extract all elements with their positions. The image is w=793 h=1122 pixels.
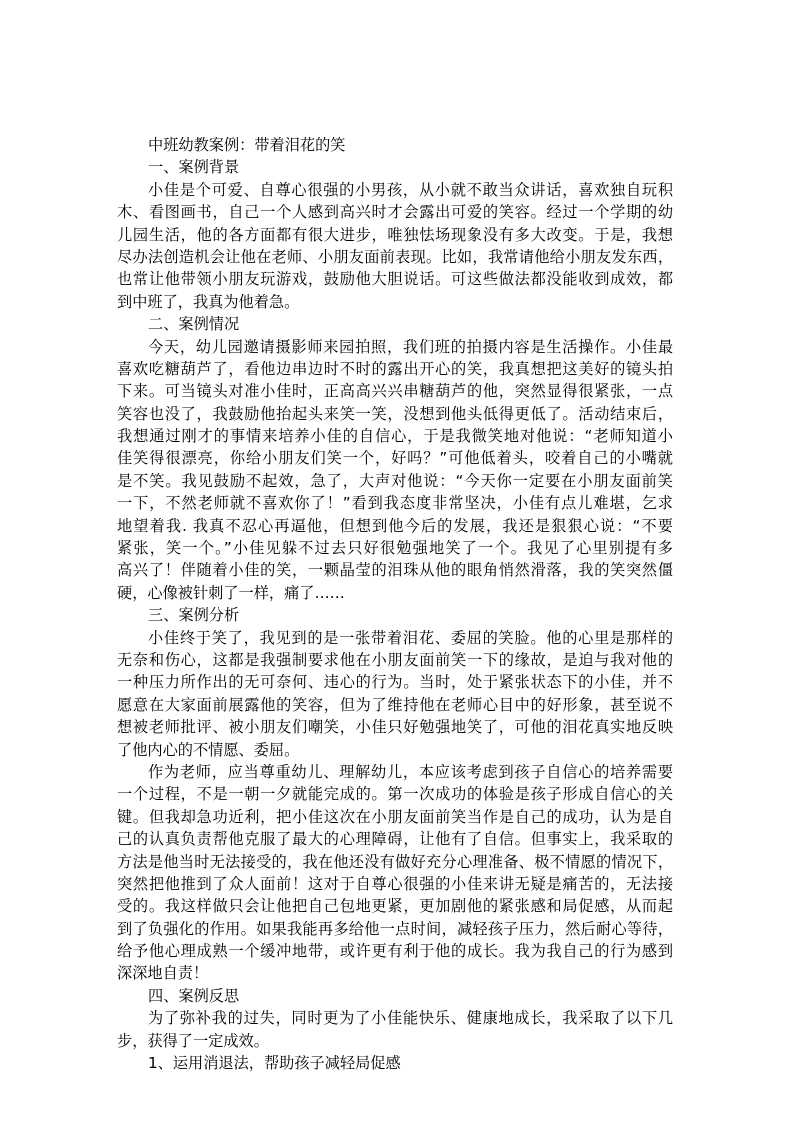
paragraph-line: 步，获得了一定成效。 [117,1031,269,1050]
paragraph-line: 无奈和伤心，这都是我强制要求他在小朋友面前笑一下的缘故，是迫与我对他的 [117,650,673,669]
document-body [117,134,673,1074]
paragraph-line: 尽办法创造机会让他在老师、小朋友面前表现。比如，我常请他给小朋友发东西， [117,247,673,266]
paragraph-line: 己的认真负责帮他克服了最大的心理障碍，让他有了自信。但事实上，我采取的 [117,830,673,849]
paragraph-line: 一下，不然老师就不喜欢你了！”看到我态度非常坚决，小佳有点儿难堪，乞求 [117,494,673,513]
paragraph-line: 给予他心理成熟一个缓冲地带，或许更有利于他的成长。我为我自己的行为感到 [117,942,673,961]
paragraph-line: 高兴了！伴随着小佳的笑，一颗晶莹的泪珠从他的眼角悄然滑落，我的笑突然僵 [117,561,673,580]
paragraph-line: 紧张，笑一个。”小佳见躲不过去只好很勉强地笑了一个。我见了心里别提有多 [117,539,673,558]
paragraph-line: 笑容也没了，我鼓励他抬起头来笑一笑，没想到他头低得更低了。活动结束后， [117,404,673,423]
section-heading-analysis: 三、案例分析 [148,606,240,625]
paragraph-line: 我想通过刚才的事情来培养小佳的自信心，于是我微笑地对他说：“老师知道小 [117,427,673,446]
paragraph-line: 是不笑。我见鼓励不起效，急了，大声对他说：“今天你一定要在小朋友面前笑 [117,471,673,490]
section-heading-reflection: 四、案例反思 [148,986,240,1005]
paragraph-line: 作为老师，应当尊重幼儿、理解幼儿，本应该考虑到孩子自信心的培养需要 [148,762,673,781]
paragraph-line: 想被老师批评、被小朋友们嘲笑，小佳只好勉强地笑了，可他的泪花真实地反映 [117,718,673,737]
paragraph-line: 受的。我这样做只会让他把自己包地更紧，更加剧他的紧张感和局促感，从而起 [117,897,673,916]
paragraph-line: 下来。可当镜头对准小佳时，正高高兴兴串糖葫芦的他，突然显得很紧张，一点 [117,382,673,401]
document-title: 中班幼教案例：带着泪花的笑 [148,136,346,154]
section-heading-background: 一、案例背景 [148,158,240,177]
paragraph-line: 也常让他带领小朋友玩游戏，鼓励他大胆说话。可这些做法都没能收到成效，都 [117,270,673,289]
paragraph-line: 一种压力所作出的无可奈何、违心的行为。当时，处于紧张状态下的小佳，并不 [117,673,673,692]
paragraph-line: 到中班了，我真为他着急。 [117,292,300,311]
paragraph-line: 佳笑得很漂亮，你给小朋友们笑一个，好吗？”可他低着头，咬着自己的小嘴就 [117,449,673,468]
paragraph-line: 小佳是个可爱、自尊心很强的小男孩，从小就不敢当众讲话，喜欢独自玩积 [148,180,673,199]
paragraph-line: 一个过程，不是一朝一夕就能完成的。第一次成功的体验是孩子形成自信心的关 [117,785,673,804]
paragraph-line: 地望着我. 我真不忍心再逼他，但想到他今后的发展，我还是狠狠心说：“不要 [117,516,673,535]
paragraph-line: 为了弥补我的过失，同时更为了小佳能快乐、健康地成长，我采取了以下几 [148,1009,673,1028]
paragraph-line: 到了负强化的作用。如果我能再多给他一点时间，减轻孩子压力，然后耐心等待， [117,919,673,938]
paragraph-line: 深深地自责！ [117,964,209,983]
list-item-heading: 1、运用消退法，帮助孩子减轻局促感 [148,1054,401,1073]
paragraph-line: 了他内心的不情愿、委屈。 [117,740,300,759]
paragraph-line: 突然把他推到了众人面前！这对于自尊心很强的小佳来讲无疑是痛苦的，无法接 [117,874,673,893]
paragraph-line: 硬，心像被针刺了一样，痛了…… [117,583,345,602]
paragraph-line: 键。但我却急功近利，把小佳这次在小朋友面前笑当作是自己的成功，认为是自 [117,807,673,826]
paragraph-line: 今天，幼儿园邀请摄影师来园拍照，我们班的拍摄内容是生活操作。小佳最 [148,337,673,356]
paragraph-line: 儿园生活，他的各方面都有很大进步，唯独怯场现象没有多大改变。于是，我想 [117,225,673,244]
paragraph-line: 方法是他当时无法接受的，我在他还没有做好充分心理准备、极不情愿的情况下， [117,852,673,871]
paragraph-line: 小佳终于笑了，我见到的是一张带着泪花、委屈的笑脸。他的心里是那样的 [148,628,673,647]
paragraph-line: 木、看图画书，自己一个人感到高兴时才会露出可爱的笑容。经过一个学期的幼 [117,203,673,222]
paragraph-line: 愿意在大家面前展露他的笑容，但为了维持他在老师心目中的好形象，甚至说不 [117,695,673,714]
paragraph-line: 喜欢吃糖葫芦了，看他边串边时不时的露出开心的笑，我真想把这美好的镜头拍 [117,359,673,378]
section-heading-situation: 二、案例情况 [148,315,240,334]
